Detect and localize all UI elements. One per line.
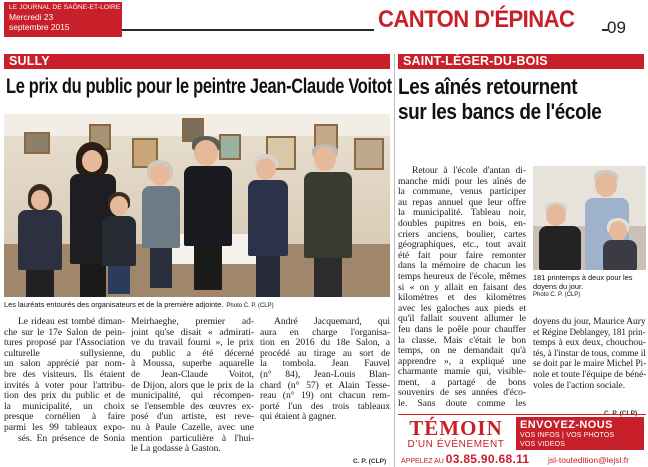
- text-line: sés. En présence de Sonia: [18, 432, 125, 444]
- text-line: tion des prix du public et de: [4, 390, 125, 402]
- text-line: la tombola. Jean Fauvel: [260, 358, 390, 370]
- text-line: la municipalité, un choix: [4, 400, 125, 412]
- column-divider: [394, 54, 395, 467]
- ad-phone: [401, 452, 529, 466]
- text-line: un salon apprécié par nom-: [4, 358, 125, 370]
- ad-cta: ENVOYEZ-NOUS: [520, 419, 613, 431]
- text-line: André Jacquemard, qui: [274, 317, 390, 327]
- text-line: manche midi pour les aînés de: [398, 175, 526, 187]
- text-line: été fait pour faire remonter: [398, 249, 526, 261]
- text-line: nu à Paule Cazelle, avec une: [131, 421, 254, 433]
- ad-cta-line-3: VOS VIDEOS: [520, 440, 566, 448]
- text-line: aura en charge l'organisa-: [260, 326, 390, 338]
- text-line: (n° 84), Jean-Louis Blan-: [260, 368, 390, 380]
- text-line: presque cornélien à faire: [4, 411, 125, 423]
- painting: [354, 138, 384, 170]
- text-line: se doit par le maire Michel Pi-: [533, 358, 646, 370]
- text-line: la commune, venus participer: [398, 186, 526, 198]
- text-line: Le rideau est tombé diman-: [18, 317, 125, 327]
- article-column-1: [4, 317, 125, 466]
- text-line: tion en 2016 du 18e Salon, a: [260, 337, 390, 349]
- article-column-5: [533, 317, 646, 411]
- text-line: criers anciens, boulier, cartes: [398, 228, 526, 240]
- text-line: de Dijon, alors que le prix de la: [131, 379, 254, 391]
- photo-caption: [4, 299, 390, 311]
- headline-right-line-2: sur les bancs de l'école: [398, 99, 602, 124]
- text-line: porté l'un des trois tableaux: [260, 400, 390, 412]
- signature-left: C. P. (CLP): [353, 458, 387, 465]
- text-line: che sur le 17e Salon de pein-: [4, 326, 125, 338]
- text-line: au repas annuel que leur offre: [398, 196, 526, 208]
- text-line: le La godasse à Gaston.: [131, 443, 221, 455]
- text-line: municipalité, qui récompen-: [131, 390, 254, 402]
- text-line: mention particulière à l'hui-: [131, 432, 254, 444]
- page-number: 09: [607, 18, 626, 37]
- text-line: qu'il fallait souvent allumer le: [398, 313, 526, 325]
- painting: [219, 134, 241, 160]
- text-line: temps, on ne demandait qu'à: [398, 345, 526, 357]
- text-line: joint qu'se disait « admirati-: [131, 326, 254, 338]
- caption-text: doyens du jour.: [533, 282, 584, 291]
- article-column-3: [260, 317, 390, 466]
- section-title: CANTON D'ÉPINAC: [378, 6, 575, 33]
- text-line: tés, à l'instar de tous, comme il: [533, 347, 646, 359]
- text-line: la municipalité. Tableau noir,: [398, 207, 526, 219]
- photo-credit: Photo C. P. (CLP): [533, 292, 581, 298]
- temoin-advert[interactable]: [398, 414, 646, 466]
- ad-cta-line-2: VOS INFOS | VOS PHOTOS: [520, 432, 615, 439]
- text-line: temps heureux de l'école, mêmes: [398, 270, 526, 282]
- text-line: voles de l'action sociale.: [533, 379, 626, 391]
- text-line: dans la mémoire de chacun les: [398, 260, 526, 272]
- text-line: doyens du jour, Maurice Aury: [533, 317, 646, 327]
- text-line: feu dans le poêle pour chauffer: [398, 323, 526, 335]
- painting: [24, 132, 50, 154]
- text-line: bre des visiteurs. Ils étaient: [4, 368, 125, 380]
- temoin-title-block: [401, 417, 511, 451]
- text-line: le. Sans doute comme les: [398, 398, 526, 410]
- text-line: kilomètres et des kilomètres: [398, 292, 526, 304]
- ad-title: TÉMOIN: [409, 416, 503, 440]
- text-line: qui étaient à gagner.: [260, 411, 337, 423]
- text-line: chard (n° 57) et Alain Tesse-: [260, 379, 390, 391]
- text-line: invités à voter pour l'attribu-: [4, 379, 125, 391]
- text-line: la classe. Mais c'était le bon: [398, 334, 526, 346]
- text-line: ment, a partagé de bons: [398, 376, 526, 388]
- text-line: apprendre », a expliqué une: [398, 355, 526, 367]
- text-line: Meirhaeghe, premier ad-: [131, 317, 254, 327]
- caption-text: 181 printemps à deux pour les: [533, 273, 633, 282]
- text-line: reau (n° 19) ont chacun rem-: [260, 390, 390, 402]
- signature-right: C. P. (CLP): [604, 410, 638, 417]
- text-line: culturelle sullysienne,: [4, 347, 125, 359]
- date-line-1: Mercredi 23: [9, 12, 54, 22]
- photo-credit: Photo C. P. (CLP): [226, 303, 274, 309]
- text-line: parmi les 99 tableaux expo-: [4, 421, 125, 433]
- ad-subtitle: D'UN ÉVÉNEMENT: [407, 439, 505, 450]
- ad-cta-box[interactable]: [516, 417, 644, 450]
- text-line: géographiques, etc., tout avait: [398, 239, 526, 251]
- article-column-4: [398, 166, 526, 411]
- text-line: du public a été décerné: [131, 347, 254, 359]
- headline-right-line-1: Les aînés retournent: [398, 74, 578, 99]
- doyens-photo: [533, 166, 646, 270]
- caption-text: Les lauréats entourés des organisateurs et de la première adjointe.: [4, 300, 224, 309]
- text-line: avec les galoches aux pieds et: [398, 302, 526, 314]
- location-label-sully: SULLY: [4, 54, 390, 69]
- text-line: à Moussa, superbe aquarelle: [131, 358, 254, 370]
- headline-left: Le prix du public pour le peintre Jean-Claude Voitot: [6, 74, 392, 98]
- text-line: se l'ensemble des œuvres ex-: [131, 400, 254, 412]
- text-line: posé d'un artiste, est reve-: [131, 411, 254, 423]
- main-photo: [4, 114, 390, 297]
- ad-email[interactable]: jsl-toutedition@lejsl.fr: [548, 455, 629, 465]
- doyens-photo-caption: [533, 273, 646, 300]
- location-label-saint-leger: SAINT-LÉGER-DU-BOIS: [398, 54, 644, 69]
- phone-number[interactable]: 03.85.90.68.11: [445, 452, 530, 466]
- text-line: procédé au tirage au sort de: [260, 347, 390, 359]
- masthead-rule: [122, 29, 374, 31]
- text-line: de Jean-Claude Voitot,: [131, 368, 254, 380]
- text-line: ve du travail fourni », le prix: [131, 337, 254, 349]
- text-line: nole et toute l'équipe de béné-: [533, 368, 646, 380]
- text-line: charmante mamie qui, visible-: [398, 366, 526, 378]
- text-line: Retour à l'école d'antan di-: [412, 166, 526, 176]
- text-line: souvenirs de ses années d'éco-: [398, 387, 526, 399]
- date-line-2: septembre 2015: [9, 22, 70, 32]
- text-line: doubles pupitres en bois, en-: [398, 217, 526, 229]
- masthead-date-box: [4, 2, 122, 37]
- text-line: tures proposé par l'Association: [4, 337, 125, 349]
- text-line: si « on y allait en faisant des: [398, 281, 526, 293]
- article-column-2: [131, 317, 254, 466]
- text-line: temps à eux deux, chouchou-: [533, 337, 646, 349]
- journal-name: LE JOURNAL DE SAÔNE-ET-LOIRE: [9, 4, 121, 11]
- text-line: et Régine Deblangey, 181 prin-: [533, 326, 646, 338]
- phone-label: APPELEZ AU: [401, 458, 444, 465]
